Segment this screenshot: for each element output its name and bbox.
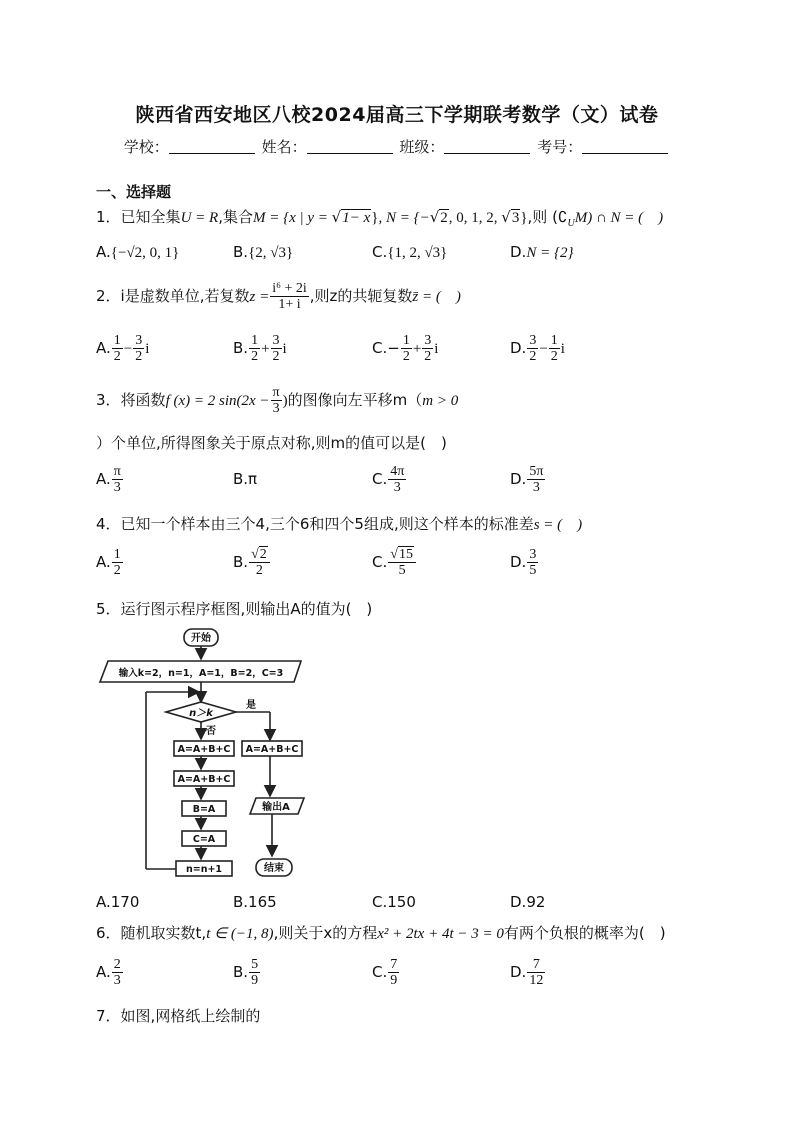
math-expr: z̄ = ( ) (412, 289, 461, 305)
q5-option-a[interactable]: A.170 (96, 893, 140, 911)
question-text: 的图像向左平移m（ (287, 391, 423, 409)
q3-option-d[interactable]: D. $\frac{5\pi}{3}$ (510, 464, 544, 495)
class-label: 班级： (399, 138, 445, 156)
q3-option-a[interactable]: A. $\frac{\pi}{3}$ (96, 464, 121, 495)
question-number: 6． (96, 924, 121, 942)
q6-option-c[interactable]: C. $\frac{7}{9}$ (372, 957, 398, 988)
q2-option-c[interactable]: C.− $\frac{1}{2}$ + $\frac{3}{2}$ i (372, 333, 439, 364)
flow-yes-label: 是 (246, 700, 256, 711)
flow-yes-step-label: A=A+B+C (245, 744, 299, 755)
question-1: 1．已知全集U = R,集合M = {x | y = √1− x}, N = {−√2, 0, 1, 2, √3},则 $(∁_UM)$ ∩ N = ( ) (96, 208, 664, 229)
q4-option-a[interactable]: A. $\frac{1}{2}$ (96, 547, 121, 578)
question-2 (96, 281, 461, 312)
q3-option-c[interactable]: C. $\frac{4\pi}{3}$ (372, 464, 405, 495)
question-text: i是虚数单位,若复数 (120, 287, 250, 305)
math-expr: ∁ (557, 210, 568, 226)
math-fraction: $\frac{\text{i⁶ + 2i}}{1+ i}$ (272, 281, 307, 312)
question-text: 有两个负根的概率为( ) (503, 924, 666, 942)
q2-option-b[interactable]: B. $\frac{1}{2}$ + $\frac{3}{2}$ i (233, 333, 287, 364)
flow-step-5-label: n=n+1 (185, 864, 223, 875)
math-expr: x² + 2tx + 4t − 3 = 0 (377, 926, 504, 942)
question-3 (96, 385, 458, 416)
math-expr: } (371, 210, 379, 226)
question-text: 将函数 (120, 391, 166, 409)
flow-step-3-label: B=A (192, 804, 216, 815)
name-blank[interactable] (307, 139, 393, 154)
q3-option-b[interactable]: B.π (233, 470, 258, 488)
question-text: 如图,网格纸上绘制的 (120, 1007, 261, 1025)
flowchart (96, 626, 316, 888)
q6-option-d[interactable]: D. $\frac{7}{12}$ (510, 957, 544, 988)
question-number: 4． (96, 515, 121, 533)
question-4 (96, 513, 582, 534)
question-7 (96, 1005, 260, 1026)
class-blank[interactable] (444, 139, 530, 154)
q1-option-c[interactable]: C.{1, 2, √3} (372, 243, 448, 261)
q4-option-d[interactable]: D. $\frac{3}{5}$ (510, 547, 537, 578)
q2-option-a[interactable]: A. $\frac{1}{2}$ − $\frac{3}{2}$ i (96, 333, 150, 364)
math-expr: m > 0 (422, 393, 459, 409)
math-expr: s = ( ) (533, 517, 583, 533)
question-text: ,集合 (218, 208, 253, 226)
flow-no-label: 否 (206, 726, 216, 737)
math-expr: z = (249, 289, 270, 305)
page-title: 陕西省西安地区八校2024届高三下学期联考数学（文）试卷 (135, 104, 659, 126)
q5-option-c[interactable]: C.150 (372, 893, 416, 911)
question-text: ,则 ( (527, 208, 558, 226)
question-text: 已知一个样本由三个4,三个6和四个5组成,则这个样本的标准差 (120, 515, 534, 533)
math-expr: M = {x | y = (252, 210, 332, 226)
q2-option-d[interactable]: D. $\frac{3}{2}$ − $\frac{1}{2}$ i (510, 333, 565, 364)
question-number: 5． (96, 600, 121, 618)
math-sqrt: 2 (440, 210, 448, 226)
flow-start-label: 开始 (191, 633, 211, 644)
name-label: 姓名： (261, 138, 307, 156)
q5-option-b[interactable]: B.165 (233, 893, 277, 911)
number-blank[interactable] (582, 139, 668, 154)
math-expr: , 0, 1, 2, (448, 210, 502, 226)
q5-option-d[interactable]: D.92 (510, 893, 546, 911)
math-expr: ) (282, 393, 288, 409)
math-expr: U = R (180, 210, 219, 226)
flow-output-label: 输出A (262, 802, 290, 813)
q6-option-b[interactable]: B. $\frac{5}{9}$ (233, 957, 259, 988)
flow-step-2-label: A=A+B+C (177, 774, 231, 785)
question-5 (96, 598, 372, 619)
question-text: 随机取实数t, (120, 924, 207, 942)
q4-option-c[interactable]: C. $\frac{√15}{5}$ (372, 547, 417, 578)
math-sqrt: 3 (511, 210, 520, 226)
math-expr: } (520, 210, 528, 226)
section-title: 一、选择题 (96, 183, 172, 201)
math-fraction: $\frac{\pi}{3}$ (272, 385, 280, 416)
question-number: 3． (96, 391, 121, 409)
q1-option-a[interactable]: A.{−√2, 0, 1} (96, 243, 180, 261)
flow-step-4-label: C=A (192, 834, 216, 845)
student-info-line (0, 136, 794, 157)
math-sub: U (567, 218, 575, 229)
question-6 (96, 922, 666, 943)
math-expr: t ∈ (−1, 8) (206, 926, 274, 942)
math-sqrt: 1− x (342, 210, 371, 226)
flow-end-label: 结束 (264, 863, 284, 874)
school-blank[interactable] (169, 139, 255, 154)
q1-option-d[interactable]: D.N = {2} (510, 243, 574, 261)
flow-input-label: 输入k=2，n=1，A=1，B=2，C=3 (118, 668, 284, 679)
q1-option-b[interactable]: B.{2, √3} (233, 243, 294, 261)
question-text: ,则关于x的方程 (273, 924, 378, 942)
question-text: ,则z的共轭复数 (309, 287, 413, 305)
question-3-line-2: ）个单位,所得图象关于原点对称,则m的值可以是( ) (96, 434, 447, 452)
q4-option-b[interactable]: B. $\frac{√2}{2}$ (233, 547, 271, 578)
math-expr: M) ∩ N = ( ) (574, 210, 664, 226)
flow-step-1-label: A=A+B+C (177, 744, 231, 755)
flow-condition-label: n＞k (189, 708, 213, 719)
question-text: 已知全集 (120, 208, 181, 226)
math-expr: f (x) = 2 sin(2x − (165, 393, 270, 409)
question-number: 7． (96, 1007, 121, 1025)
q6-option-a[interactable]: A. $\frac{2}{3}$ (96, 957, 121, 988)
question-number: 1． (96, 208, 121, 226)
question-number: 2． (96, 287, 121, 305)
number-label: 考号： (537, 138, 583, 156)
question-text: 运行图示程序框图,则输出A的值为( ) (120, 600, 373, 618)
math-expr: , N = {− (378, 210, 430, 226)
school-label: 学校： (123, 138, 169, 156)
